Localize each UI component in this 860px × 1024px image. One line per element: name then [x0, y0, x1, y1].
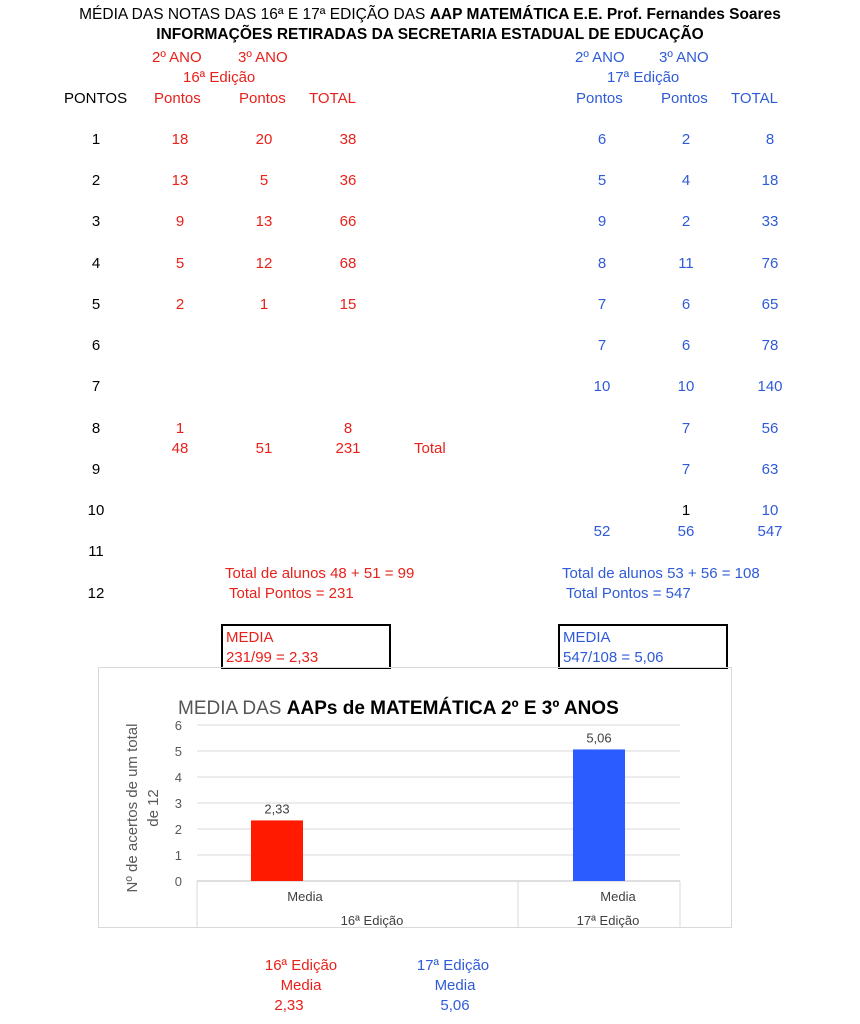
ed16-sum-cell: 48 [171, 440, 189, 457]
chart-ylabel-line1: Nº de acertos de um total [124, 723, 141, 893]
ed16-total-pontos: Total Pontos = 231 [229, 585, 354, 602]
ed17-cell: 5 [597, 172, 607, 189]
ed17-sum-cell: 52 [593, 523, 611, 540]
page-title [0, 6, 860, 24]
ed17-cell: 7 [597, 337, 607, 354]
ed16-media-box [221, 624, 391, 669]
title-bold-text: AAP MATEMÁTICA E.E. Prof. Fernandes Soares [429, 6, 781, 23]
ed16-cell: 38 [339, 131, 357, 148]
ed16-cell: 18 [171, 131, 189, 148]
ed16-cell: 1 [259, 296, 269, 313]
ed17-cell: 6 [681, 337, 691, 354]
y-tick-label: 2 [174, 822, 182, 837]
summary-ed17-edicao: 17ª Edição [416, 957, 490, 974]
chart-ylabel-line2: de 12 [145, 789, 162, 827]
ed16-total-col: TOTAL [309, 90, 356, 107]
ed17-media-box [558, 624, 728, 669]
ed16-pontos-col-2ano: Pontos [154, 90, 201, 107]
bar-value-label: 2,33 [264, 801, 290, 817]
ed16-cell: 68 [339, 255, 357, 272]
ed16-media-calc: 231/99 = 2,33 [226, 649, 319, 666]
ed16-sum-label: Total [414, 440, 446, 457]
ed16-cell: 5 [259, 172, 269, 189]
y-tick-label: 3 [174, 796, 182, 811]
pontos-cell: 11 [88, 543, 104, 560]
ed16-cell: 20 [255, 131, 273, 148]
pontos-cell: 8 [91, 420, 101, 437]
pontos-cell: 7 [91, 378, 101, 395]
ed16-cell: 15 [339, 296, 357, 313]
summary-ed16-edicao: 16ª Edição [264, 957, 338, 974]
ed17-cell: 76 [761, 255, 779, 272]
ed17-sum-cell: 56 [677, 523, 695, 540]
ed16-media-label: MEDIA [226, 629, 274, 646]
ed16-pontos-col-3ano: Pontos [239, 90, 286, 107]
x-group-label: 17ª Edição [576, 913, 640, 928]
ed17-total-alunos: Total de alunos 53 + 56 = 108 [562, 565, 760, 582]
ed16-cell: 2 [175, 296, 185, 313]
pontos-cell: 2 [91, 172, 101, 189]
ed17-cell: 7 [597, 296, 607, 313]
ed16-cell: 12 [255, 255, 273, 272]
ed17-cell: 65 [761, 296, 779, 313]
ed16-cell: 66 [339, 213, 357, 230]
ed17-cell: 140 [757, 378, 783, 395]
ed16-cell: 5 [175, 255, 185, 272]
ed17-cell: 1 [681, 502, 691, 519]
page-subtitle: INFORMAÇÕES RETIRADAS DA SECRETARIA ESTADUAL DE EDUCAÇÃO [156, 26, 704, 43]
ed17-cell: 10 [761, 502, 779, 519]
ed17-media-label: MEDIA [563, 629, 611, 646]
ed17-ano2-header: 2º ANO [575, 49, 625, 66]
summary-ed17-label: Media [434, 977, 476, 994]
y-tick-label: 6 [174, 718, 182, 733]
ed17-cell: 6 [681, 296, 691, 313]
pontos-cell: 9 [91, 461, 101, 478]
ed17-cell: 63 [761, 461, 779, 478]
ed16-sum-cell: 231 [335, 440, 361, 457]
bar-value-label: 5,06 [586, 730, 612, 746]
ed16-total-alunos: Total de alunos 48 + 51 = 99 [225, 565, 415, 582]
ed16-sum-cell: 51 [255, 440, 273, 457]
ed16-cell: 13 [171, 172, 189, 189]
ed17-cell: 56 [761, 420, 779, 437]
summary-ed16-value: 2,33 [274, 997, 304, 1014]
title-text: MÉDIA DAS NOTAS DAS 16ª E 17ª EDIÇÃO DAS [79, 6, 430, 23]
ed16-ano2-header: 2º ANO [152, 49, 202, 66]
ed17-cell: 33 [761, 213, 779, 230]
x-category-label: Media [600, 889, 636, 904]
ed17-pontos-col-2ano: Pontos [576, 90, 623, 107]
y-tick-label: 1 [174, 848, 182, 863]
ed16-cell: 8 [343, 420, 353, 437]
ed17-cell: 2 [681, 213, 691, 230]
ed17-pontos-col-3ano: Pontos [661, 90, 708, 107]
pontos-header: PONTOS [64, 90, 128, 107]
y-tick-label: 0 [174, 874, 182, 889]
ed17-cell: 8 [597, 255, 607, 272]
summary-ed17-value: 5,06 [440, 997, 470, 1014]
summary-ed16-label: Media [280, 977, 322, 994]
ed17-cell: 8 [765, 131, 775, 148]
pontos-cell: 12 [87, 585, 105, 602]
ed16-cell: 36 [339, 172, 357, 189]
chart-frame [98, 667, 732, 928]
pontos-cell: 5 [91, 296, 101, 313]
x-group-label: 16ª Edição [340, 913, 404, 928]
ed17-cell: 6 [597, 131, 607, 148]
ed17-cell: 7 [681, 420, 691, 437]
ed17-cell: 10 [677, 378, 695, 395]
ed17-cell: 4 [681, 172, 691, 189]
ed16-edicao-header: 16ª Edição [183, 69, 256, 86]
ed17-cell: 9 [597, 213, 607, 230]
ed17-cell: 10 [593, 378, 611, 395]
ed17-cell: 7 [681, 461, 691, 478]
chart-title-normal: MEDIA DAS [178, 698, 287, 719]
pontos-cell: 1 [91, 131, 101, 148]
ed17-edicao-header: 17ª Edição [607, 69, 680, 86]
ed17-total-col: TOTAL [731, 90, 778, 107]
ed16-ano3-header: 3º ANO [238, 49, 288, 66]
y-tick-label: 4 [174, 770, 182, 785]
x-category-label: Media [287, 889, 323, 904]
ed17-cell: 2 [681, 131, 691, 148]
ed17-media-calc: 547/108 = 5,06 [563, 649, 664, 666]
ed16-cell: 1 [175, 420, 185, 437]
ed17-cell: 11 [678, 255, 694, 272]
chart-title-bold: AAPs de MATEMÁTICA 2º E 3º ANOS [286, 698, 619, 719]
ed17-ano3-header: 3º ANO [659, 49, 709, 66]
pontos-cell: 3 [91, 213, 101, 230]
ed17-sum-cell: 547 [757, 523, 783, 540]
ed16-cell: 9 [175, 213, 185, 230]
ed17-cell: 18 [761, 172, 779, 189]
ed16-cell: 13 [255, 213, 273, 230]
pontos-cell: 4 [91, 255, 101, 272]
ed17-total-pontos: Total Pontos = 547 [566, 585, 691, 602]
pontos-cell: 10 [87, 502, 105, 519]
ed17-cell: 78 [761, 337, 779, 354]
pontos-cell: 6 [91, 337, 101, 354]
y-tick-label: 5 [174, 744, 182, 759]
